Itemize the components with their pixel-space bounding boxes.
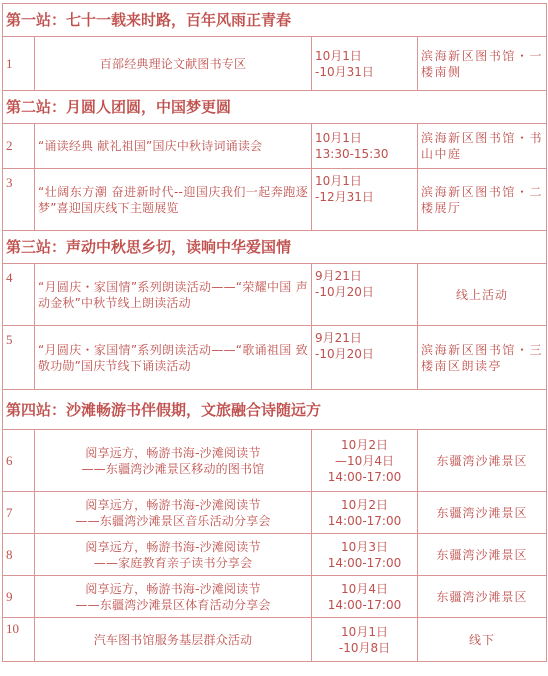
time-line: 14:00-17:00 (327, 555, 402, 570)
table-row (3, 37, 547, 91)
row-number: 4 (3, 264, 35, 326)
event-place: 东疆湾沙滩景区 (418, 576, 547, 618)
time-line: 10月1日 (315, 174, 362, 188)
event-name (35, 124, 312, 169)
event-schedule-table (2, 3, 547, 662)
event-time (312, 534, 418, 576)
event-name (35, 492, 312, 534)
event-time (312, 492, 418, 534)
table-row (3, 534, 547, 576)
time-line: 9月21日 (315, 331, 362, 345)
event-name (35, 576, 312, 618)
event-name-text: “诵读经典 献礼祖国”国庆中秋诗词诵读会 (38, 139, 263, 153)
event-place: 线下 (418, 618, 547, 662)
time-line: 9月21日 (315, 269, 362, 283)
stage-title: 第一站：七十一载来时路，百年风雨正青春 (3, 4, 547, 37)
table-row (3, 326, 547, 390)
time-line: 10月2日 (341, 437, 388, 452)
event-name-line: 阅享远方，畅游书海-沙滩阅读节 (85, 497, 261, 512)
row-number: 6 (3, 430, 35, 492)
event-name-line: 阅享远方，畅游书海-沙滩阅读节 (85, 445, 261, 460)
event-name-line: ——东疆湾沙滩景区体育活动分享会 (75, 597, 271, 612)
time-line: -10月20日 (315, 347, 374, 361)
event-place: 滨海新区图书馆・书山中庭 (418, 124, 547, 169)
event-name-line: ——东疆湾沙滩景区移动的图书馆 (81, 461, 265, 476)
event-name-line: 阅享远方，畅游书海-沙滩阅读节 (85, 539, 261, 554)
table-row (3, 169, 547, 231)
event-time (312, 576, 418, 618)
table-row (3, 124, 547, 169)
event-name: 百部经典理论文献图书专区 (35, 37, 312, 91)
stage-title: 第二站：月圆人团圆，中国梦更圆 (3, 91, 547, 124)
table-row (3, 492, 547, 534)
time-line: 10月4日 (341, 581, 388, 596)
time-line: -10月8日 (338, 640, 391, 655)
row-number: 7 (3, 492, 35, 534)
time-line: -12月31日 (315, 190, 374, 204)
row-number: 3 (3, 169, 35, 231)
time-line: 14:00-17:00 (327, 469, 402, 484)
time-line: 10月1日 (315, 48, 362, 63)
event-name-line: ——东疆湾沙滩景区音乐活动分享会 (75, 513, 271, 528)
time-line: 10月2日 (341, 497, 388, 512)
event-name (35, 430, 312, 492)
row-number: 2 (3, 124, 35, 169)
event-time (312, 264, 418, 326)
event-time (312, 124, 418, 169)
row-number: 5 (3, 326, 35, 390)
time-line: 10月1日 (341, 624, 388, 639)
stage-header-row (3, 231, 547, 264)
event-place: 滨海新区图书馆・三楼南区朗读亭 (418, 326, 547, 390)
event-name-text: “月圆庆・家国情”系列朗读活动——“歌诵祖国 致敬功勋”国庆节线下诵读活动 (38, 342, 308, 373)
time-line: 13:30-15:30 (315, 147, 389, 161)
table-row (3, 430, 547, 492)
event-name (35, 169, 312, 231)
time-line: —10月4日 (335, 453, 394, 468)
row-number: 1 (3, 37, 35, 91)
event-name-line: 阅享远方，畅游书海-沙滩阅读节 (85, 581, 261, 596)
event-place: 滨海新区图书馆・二楼展厅 (418, 169, 547, 231)
event-name (35, 534, 312, 576)
time-line: -10月31日 (315, 64, 374, 79)
table-row (3, 618, 547, 662)
row-number: 10 (3, 618, 35, 662)
time-line: -10月20日 (315, 285, 374, 299)
stage-header-row (3, 4, 547, 37)
event-name (35, 264, 312, 326)
event-time (312, 430, 418, 492)
stage-title: 第三站：声动中秋思乡切，读响中华爱国情 (3, 231, 547, 264)
event-time (312, 169, 418, 231)
event-place: 东疆湾沙滩景区 (418, 492, 547, 534)
event-place: 东疆湾沙滩景区 (418, 534, 547, 576)
event-time (312, 326, 418, 390)
row-number: 8 (3, 534, 35, 576)
table-row (3, 576, 547, 618)
event-place: 线上活动 (418, 264, 547, 326)
time-line: 10月1日 (315, 131, 362, 145)
row-number: 9 (3, 576, 35, 618)
event-name-text: “月圆庆・家国情”系列朗读活动——“荣耀中国 声动金秋”中秋节线上朗读活动 (38, 279, 308, 310)
event-name-text: “壮阔东方潮 奋进新时代--迎国庆我们一起奔跑逐梦”喜迎国庆线下主题展览 (38, 184, 308, 215)
stage-title: 第四站：沙滩畅游书伴假期，文旅融合诗随远方 (3, 390, 547, 430)
time-line: 14:00-17:00 (327, 597, 402, 612)
time-line: 10月3日 (341, 539, 388, 554)
time-line: 14:00-17:00 (327, 513, 402, 528)
table-row (3, 264, 547, 326)
event-name: 汽车图书馆服务基层群众活动 (35, 618, 312, 662)
event-time (312, 37, 418, 91)
event-name (35, 326, 312, 390)
stage-header-row (3, 390, 547, 430)
event-place: 滨海新区图书馆・一楼南侧 (418, 37, 547, 91)
stage-header-row (3, 91, 547, 124)
event-time (312, 618, 418, 662)
event-place: 东疆湾沙滩景区 (418, 430, 547, 492)
event-name-line: ——家庭教育亲子读书分享会 (93, 555, 253, 570)
